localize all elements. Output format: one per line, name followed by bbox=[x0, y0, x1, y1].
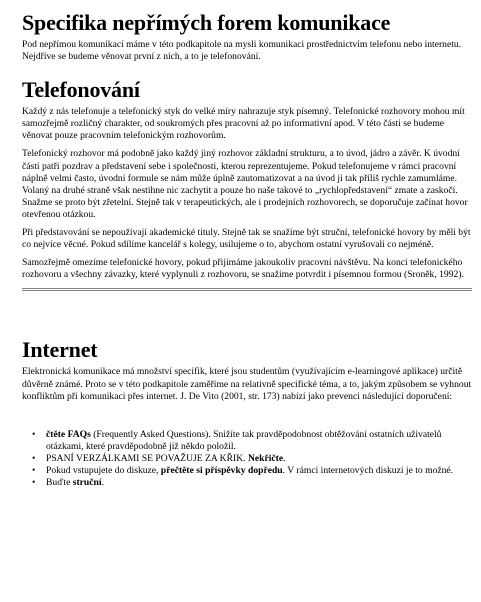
list-item bbox=[32, 464, 472, 477]
bullet-icon: • bbox=[32, 452, 36, 464]
bullet-icon: • bbox=[32, 428, 36, 440]
list-item-text: Pokud vstupujete do diskuze, bbox=[46, 464, 161, 476]
list-item bbox=[32, 428, 472, 453]
heading-telefonovani: Telefonování bbox=[22, 77, 140, 103]
paragraph-telefonovani-4: Samozřejmě omezíme telefonické hovory, pokud přijímáme jakoukoliv pracovní návštěvu. Na konci telefonického rozhovoru a všechny závazky, které vyplynuli z rozhovoru, se snažíme potvrdit i písemnou formou (Sroněk, 1992). bbox=[22, 257, 464, 281]
heading-internet: Internet bbox=[22, 337, 98, 363]
list-item-text: (Frequently Asked Questions). Snižíte tak pravděpodobnost obtěžování ostatních uživatelů otázkami, které pravděpodobně již někdo položil. bbox=[46, 428, 442, 452]
paragraph-specifika-intro: Pod nepřímou komunikací máme v této podkapitole na mysli komunikaci prostřednictvím telefonu nebo internetu. Nejdříve se budeme věnovat první z nich, a to je telefonování. bbox=[22, 39, 462, 63]
list-item-text: Buďte bbox=[46, 477, 73, 489]
list-item-bold: Nekřičte bbox=[247, 452, 284, 464]
blank-space bbox=[22, 291, 472, 337]
recommendation-list bbox=[22, 429, 472, 489]
bullet-icon: • bbox=[32, 477, 36, 489]
bullet-icon: • bbox=[32, 464, 36, 476]
document-page bbox=[22, 8, 472, 489]
list-item-text: . bbox=[101, 477, 104, 489]
paragraph-telefonovani-1: Každý z nás telefonuje a telefonický styk do velké míry nahrazuje styk písemný. Telefonické rozhovory mohou mít samozřejmě rozličný charakter, od soukromých přes pracovní až po informativní apod. V této části se budeme věnovat pouze pracovním telefonickým rozhovorům. bbox=[22, 106, 465, 142]
list-item bbox=[32, 452, 472, 465]
list-item-bold: čtěte FAQs bbox=[46, 428, 91, 440]
paragraph-telefonovani-3: Při představování se nepoužívají akademické tituly. Stejně tak se snažíme být struční, telefonické hovory by měli být co nejvíce věcné. Pokud sdílíme kancelář s kolegy, usilujeme o to, abychom ostatní vyrušovali co nejméně. bbox=[22, 227, 471, 251]
heading-specifika: Specifika nepřímých forem komunikace bbox=[22, 10, 391, 35]
list-item-text: . V rámci internetových diskuzí je to možné. bbox=[282, 464, 454, 476]
list-item-bold: struční bbox=[72, 477, 102, 489]
paragraph-internet-1: Elektronická komunikace má množství specifik, které jsou studentům (využívajícím e-learningové aplikace) určitě důvěrně známé. Proto se v této podkapitole zaměříme na relativně specifické téma, a to, jakým způsobem se vyhnout konfliktům při komunikaci přes internet. J. De Vito (2001, str. 173) nabízí jako prevenci následující doporučení: bbox=[22, 366, 472, 402]
list-item-bold: přečtěte si příspěvky dopředu bbox=[160, 464, 283, 476]
list-spacer bbox=[22, 409, 472, 423]
list-item bbox=[32, 477, 472, 489]
paragraph-telefonovani-2: Telefonický rozhovor má podobně jako každý jiný rozhovor základní strukturu, a to úvod, jádro a závěr. K úvodní části patří pozdrav a představení sebe i společnosti, kterou reprezentujeme. Pokud telefonujeme v rámci pracovní náplně velmi často, úvodní formule se nám může úplně zautomatizovat a na úvod ji tak příliš rychle zamumláme. Volaný na druhé straně však nestihne nic zachytit a pouze ho naše takové to „rychlopředstavení“ zmate a zaskočí. Snažme se proto být zřetelní. Stejně tak v terapeutických, ale i prodejních rozhovorech, se doporučuje začínat hovor otevřenou otázkou. bbox=[22, 148, 468, 220]
list-item-text: PSANÍ VERZÁLKAMI SE POVAŽUJE ZA KŘIK. bbox=[46, 452, 248, 464]
list-item-text: . bbox=[283, 452, 286, 464]
